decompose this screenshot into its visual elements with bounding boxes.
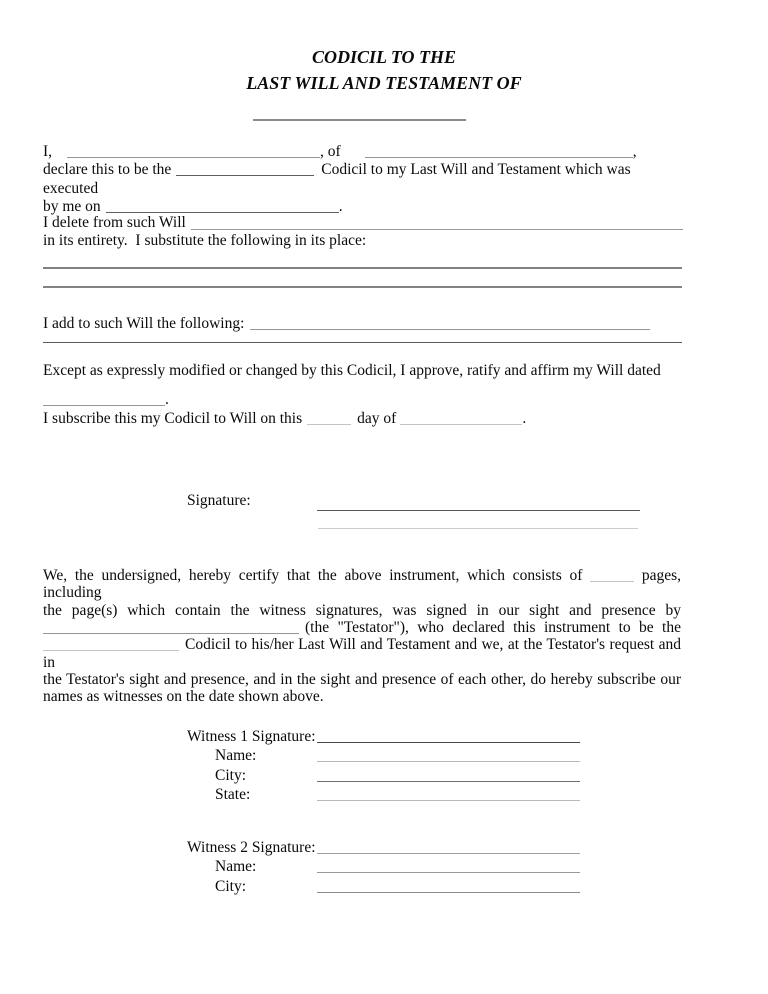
- witness2-signature-row: [187, 839, 607, 858]
- codicil-number-cert-field[interactable]: [43, 637, 179, 651]
- testator-signature-line-2[interactable]: [318, 528, 638, 529]
- delete-line-2: in its entirety. I substitute the following in its place:: [43, 232, 367, 250]
- ratify-paragraph: [43, 362, 683, 410]
- witness2-signature-line[interactable]: [317, 853, 580, 854]
- substitution-line-2[interactable]: [43, 286, 682, 288]
- delete-paragraph: [43, 214, 683, 251]
- opening-text-comma: ,: [632, 143, 637, 160]
- witness2-city-line[interactable]: [317, 892, 580, 893]
- substitution-line-1[interactable]: [43, 267, 682, 269]
- witness1-state-row: [187, 786, 607, 805]
- witness1-name-label: Name:: [215, 747, 257, 765]
- cert-line-1: [43, 567, 681, 602]
- cert-line-6: names as witnesses on the date shown above.: [43, 688, 324, 706]
- cert-text-3b: (the "Testator"), who declared this instrument to be the: [305, 619, 681, 637]
- ratify-period: .: [165, 391, 169, 409]
- cert-line-5: the Testator's sight and presence, and in the sight and presence of each other, do hereby subscribe our: [43, 671, 681, 689]
- witness1-state-label: State:: [215, 785, 251, 803]
- witness2-name-line[interactable]: [317, 872, 580, 873]
- witness2-city-row: [187, 878, 607, 897]
- testator-signature-line[interactable]: [317, 510, 640, 511]
- title-line-1: CODICIL TO THE: [311, 47, 457, 67]
- add-text: I add to such Will the following:: [43, 315, 245, 332]
- witness1-block: [187, 728, 607, 805]
- delete-line-1: [43, 214, 683, 232]
- opening-text-i: I,: [43, 143, 53, 160]
- opening-text-declare: declare this to be the: [43, 161, 172, 179]
- witness2-signature-label: Witness 2 Signature:: [187, 839, 316, 856]
- ratify-line-2: [43, 391, 683, 409]
- cert-line-2: the page(s) which contain the witness signatures, was signed in our sight and presence by: [43, 601, 681, 619]
- subscribe-paragraph: [43, 410, 683, 428]
- subscribe-dayof: day of: [357, 410, 397, 427]
- witness1-city-label: City:: [215, 766, 247, 784]
- ratify-line-1: Except as expressly modified or changed by this Codicil, I approve, ratify and affirm my Will dated: [43, 362, 661, 379]
- witness1-city-line[interactable]: [317, 781, 580, 782]
- witness1-signature-row: [187, 728, 607, 747]
- page-count-field[interactable]: [590, 568, 634, 582]
- codicil-number-field[interactable]: [176, 162, 314, 176]
- opening-line-1: [43, 143, 683, 161]
- witness2-block: [187, 839, 607, 897]
- cert-line-3: [43, 619, 681, 636]
- addition-line-2[interactable]: [43, 342, 682, 343]
- testator-name-line[interactable]: [253, 119, 466, 121]
- witness1-state-line[interactable]: [317, 800, 580, 801]
- cert-text-1b: pages, including: [43, 567, 682, 602]
- delete-text: I delete from such Will: [43, 214, 186, 231]
- month-year-field[interactable]: [400, 411, 522, 425]
- witness1-name-line[interactable]: [317, 761, 580, 762]
- opening-text-byme: by me on: [43, 197, 101, 215]
- opening-text-period: .: [338, 197, 343, 215]
- will-date-field[interactable]: [43, 392, 165, 406]
- opening-paragraph: [43, 143, 683, 216]
- cert-line-4: [43, 636, 681, 671]
- testator-residence-field[interactable]: [365, 144, 633, 158]
- opening-line-2: [43, 161, 683, 198]
- subscribe-text: I subscribe this my Codicil to Will on this: [43, 410, 303, 427]
- testator-name-field[interactable]: [67, 144, 320, 158]
- witness1-name-row: [187, 747, 607, 766]
- day-field[interactable]: [307, 411, 351, 425]
- witness-certification-paragraph: [43, 567, 681, 706]
- witness2-name-label: Name:: [215, 858, 257, 876]
- witness2-name-row: [187, 858, 607, 877]
- opening-text-of: , of: [320, 143, 341, 160]
- opening-text-codicil: Codicil to my Last Will and Testament which was executed: [43, 161, 631, 197]
- testator-name-cert-field[interactable]: [43, 620, 299, 634]
- document-title: [0, 44, 768, 96]
- witness1-city-row: [187, 767, 607, 786]
- title-line-2: LAST WILL AND TESTAMENT OF: [246, 73, 522, 93]
- deleted-provision-field[interactable]: [191, 214, 683, 230]
- witness1-signature-line[interactable]: [317, 742, 580, 743]
- cert-text-4b: Codicil to his/her Last Will and Testament and we, at the Testator's request and in: [43, 636, 681, 671]
- subscribe-period: .: [522, 410, 527, 427]
- add-paragraph: [43, 315, 683, 333]
- signature-label: Signature:: [187, 492, 251, 509]
- witness1-signature-label: Witness 1 Signature:: [187, 728, 316, 745]
- addition-field[interactable]: [250, 316, 650, 330]
- cert-text-1a: We, the undersigned, hereby certify that the above instrument, which consists of: [43, 567, 583, 584]
- witness2-city-label: City:: [215, 877, 247, 895]
- will-execution-date-field[interactable]: [106, 199, 339, 213]
